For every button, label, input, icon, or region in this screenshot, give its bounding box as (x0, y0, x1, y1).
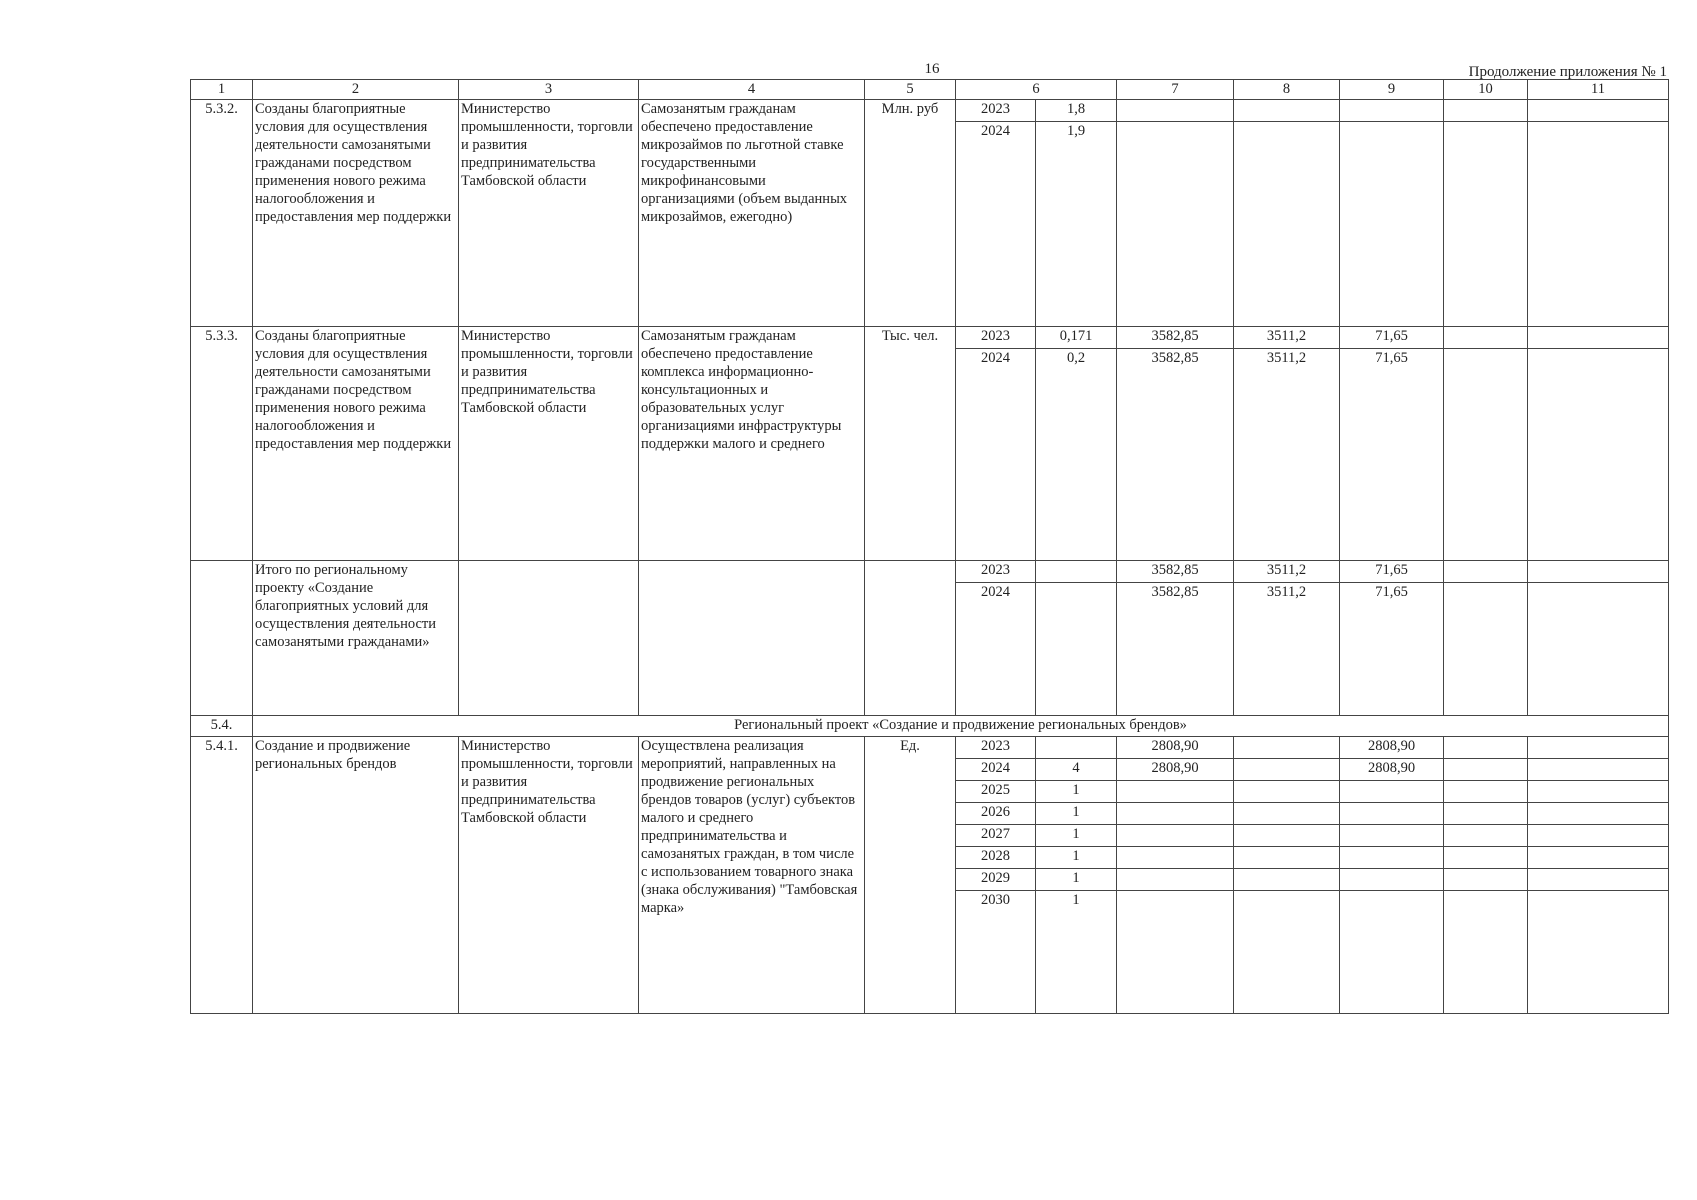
year: 2023 (956, 737, 1036, 759)
row-number: 5.3.2. (191, 100, 253, 327)
year: 2024 (956, 759, 1036, 781)
indicator-value (1036, 737, 1117, 759)
table-row (191, 100, 1669, 122)
finance-other (1528, 803, 1669, 825)
finance-federal (1234, 847, 1340, 869)
finance-local (1444, 847, 1528, 869)
row-number: 5.4. (191, 716, 253, 737)
indicator-value: 1 (1036, 803, 1117, 825)
year: 2027 (956, 825, 1036, 847)
indicator-value: 1,9 (1036, 122, 1117, 327)
finance-regional: 71,65 (1340, 583, 1444, 716)
unit: Млн. руб (865, 100, 956, 327)
col-header: 9 (1340, 80, 1444, 100)
col-header: 2 (253, 80, 459, 100)
finance-federal (1234, 122, 1340, 327)
finance-other (1528, 100, 1669, 122)
finance-other (1528, 349, 1669, 561)
total-name: Итого по региональному проекту «Создание благоприятных условий для осуществления деятельности самозанятыми гражданами» (253, 561, 459, 716)
result: Самозанятым гражданам обеспечено предоставление комплекса информационно-консультационных и образовательных услуг организациями инфраструктуры поддержки малого и среднего (639, 327, 865, 561)
finance-regional: 71,65 (1340, 561, 1444, 583)
responsible: Министерство промышленности, торговли и развития предпринимательства Тамбовской области (459, 737, 639, 1014)
indicator-value: 1,8 (1036, 100, 1117, 122)
row-number: 5.3.3. (191, 327, 253, 561)
indicator-value (1036, 583, 1117, 716)
indicator-value: 1 (1036, 891, 1117, 1014)
finance-local (1444, 737, 1528, 759)
unit (865, 561, 956, 716)
finance-local (1444, 759, 1528, 781)
finance-local (1444, 349, 1528, 561)
year: 2024 (956, 122, 1036, 327)
finance-total (1117, 869, 1234, 891)
finance-local (1444, 869, 1528, 891)
finance-regional (1340, 122, 1444, 327)
finance-other (1528, 583, 1669, 716)
finance-federal (1234, 891, 1340, 1014)
finance-total (1117, 847, 1234, 869)
finance-regional: 71,65 (1340, 349, 1444, 561)
finance-total: 2808,90 (1117, 737, 1234, 759)
col-header: 7 (1117, 80, 1234, 100)
finance-federal: 3511,2 (1234, 349, 1340, 561)
finance-local (1444, 583, 1528, 716)
finance-federal (1234, 869, 1340, 891)
finance-regional: 71,65 (1340, 327, 1444, 349)
unit: Тыс. чел. (865, 327, 956, 561)
finance-regional (1340, 869, 1444, 891)
finance-total (1117, 803, 1234, 825)
finance-regional: 2808,90 (1340, 737, 1444, 759)
finance-regional (1340, 825, 1444, 847)
responsible (459, 561, 639, 716)
col-header: 10 (1444, 80, 1528, 100)
finance-total (1117, 781, 1234, 803)
finance-other (1528, 891, 1669, 1014)
finance-local (1444, 122, 1528, 327)
finance-other (1528, 759, 1669, 781)
finance-total: 3582,85 (1117, 561, 1234, 583)
row-number: 5.4.1. (191, 737, 253, 1014)
finance-local (1444, 561, 1528, 583)
finance-federal: 3511,2 (1234, 327, 1340, 349)
year: 2026 (956, 803, 1036, 825)
finance-regional: 2808,90 (1340, 759, 1444, 781)
finance-other (1528, 737, 1669, 759)
finance-other (1528, 869, 1669, 891)
finance-total (1117, 825, 1234, 847)
year: 2023 (956, 100, 1036, 122)
year: 2023 (956, 327, 1036, 349)
year: 2023 (956, 561, 1036, 583)
finance-federal (1234, 781, 1340, 803)
finance-regional (1340, 891, 1444, 1014)
finance-other (1528, 561, 1669, 583)
finance-total (1117, 891, 1234, 1014)
finance-total: 3582,85 (1117, 327, 1234, 349)
page-number: 16 (924, 61, 940, 77)
year: 2025 (956, 781, 1036, 803)
finance-other (1528, 122, 1669, 327)
finance-federal (1234, 803, 1340, 825)
continuation-note: Продолжение приложения № 1 (1468, 64, 1667, 80)
col-header: 8 (1234, 80, 1340, 100)
year: 2024 (956, 349, 1036, 561)
indicator-value: 1 (1036, 869, 1117, 891)
indicator-value: 0,2 (1036, 349, 1117, 561)
indicator-value: 0,171 (1036, 327, 1117, 349)
responsible: Министерство промышленности, торговли и развития предпринимательства Тамбовской области (459, 327, 639, 561)
col-header: 3 (459, 80, 639, 100)
event-name: Созданы благоприятные условия для осуществления деятельности самозанятыми гражданами посредством применения нового режима налогообложения и предоставления мер поддержки (253, 327, 459, 561)
finance-total: 3582,85 (1117, 583, 1234, 716)
finance-total: 2808,90 (1117, 759, 1234, 781)
finance-other (1528, 327, 1669, 349)
indicator-value: 4 (1036, 759, 1117, 781)
col-header: 5 (865, 80, 956, 100)
finance-regional (1340, 847, 1444, 869)
project-row (191, 716, 1669, 737)
indicator-value: 1 (1036, 847, 1117, 869)
finance-local (1444, 891, 1528, 1014)
finance-regional (1340, 781, 1444, 803)
finance-total (1117, 100, 1234, 122)
year: 2029 (956, 869, 1036, 891)
unit: Ед. (865, 737, 956, 1014)
finance-local (1444, 781, 1528, 803)
finance-federal: 3511,2 (1234, 561, 1340, 583)
column-numbers-row (191, 80, 1669, 100)
col-header: 4 (639, 80, 865, 100)
col-header: 6 (956, 80, 1117, 100)
table-row (191, 327, 1669, 349)
year: 2024 (956, 583, 1036, 716)
table-row-total (191, 561, 1669, 583)
year: 2028 (956, 847, 1036, 869)
finance-local (1444, 100, 1528, 122)
finance-regional (1340, 803, 1444, 825)
event-name: Созданы благоприятные условия для осуществления деятельности самозанятыми гражданами посредством применения нового режима налогообложения и предоставления мер поддержки (253, 100, 459, 327)
finance-other (1528, 781, 1669, 803)
indicator-value (1036, 561, 1117, 583)
finance-local (1444, 803, 1528, 825)
indicator-value: 1 (1036, 825, 1117, 847)
finance-local (1444, 825, 1528, 847)
finance-federal (1234, 759, 1340, 781)
finance-total (1117, 122, 1234, 327)
finance-regional (1340, 100, 1444, 122)
finance-federal (1234, 825, 1340, 847)
col-header: 11 (1528, 80, 1669, 100)
responsible: Министерство промышленности, торговли и развития предпринимательства Тамбовской области (459, 100, 639, 327)
appendix-table (190, 79, 1669, 1014)
row-number (191, 561, 253, 716)
finance-other (1528, 847, 1669, 869)
year: 2030 (956, 891, 1036, 1014)
finance-local (1444, 327, 1528, 349)
finance-total: 3582,85 (1117, 349, 1234, 561)
event-name: Создание и продвижение региональных брендов (253, 737, 459, 1014)
project-title: Региональный проект «Создание и продвижение региональных брендов» (253, 716, 1669, 737)
finance-federal: 3511,2 (1234, 583, 1340, 716)
indicator-value: 1 (1036, 781, 1117, 803)
finance-federal (1234, 737, 1340, 759)
result: Осуществлена реализация мероприятий, направленных на продвижение региональных брендов товаров (услуг) субъектов малого и среднего предпринимательства и самозанятых граждан, в том числе с использованием товарного знака (знака обслуживания) "Тамбовская марка» (639, 737, 865, 1014)
table-row (191, 737, 1669, 759)
finance-other (1528, 825, 1669, 847)
finance-federal (1234, 100, 1340, 122)
col-header: 1 (191, 80, 253, 100)
result: Самозанятым гражданам обеспечено предоставление микрозаймов по льготной ставке государственными микрофинансовыми организациями (объем выданных микрозаймов, ежегодно) (639, 100, 865, 327)
result (639, 561, 865, 716)
